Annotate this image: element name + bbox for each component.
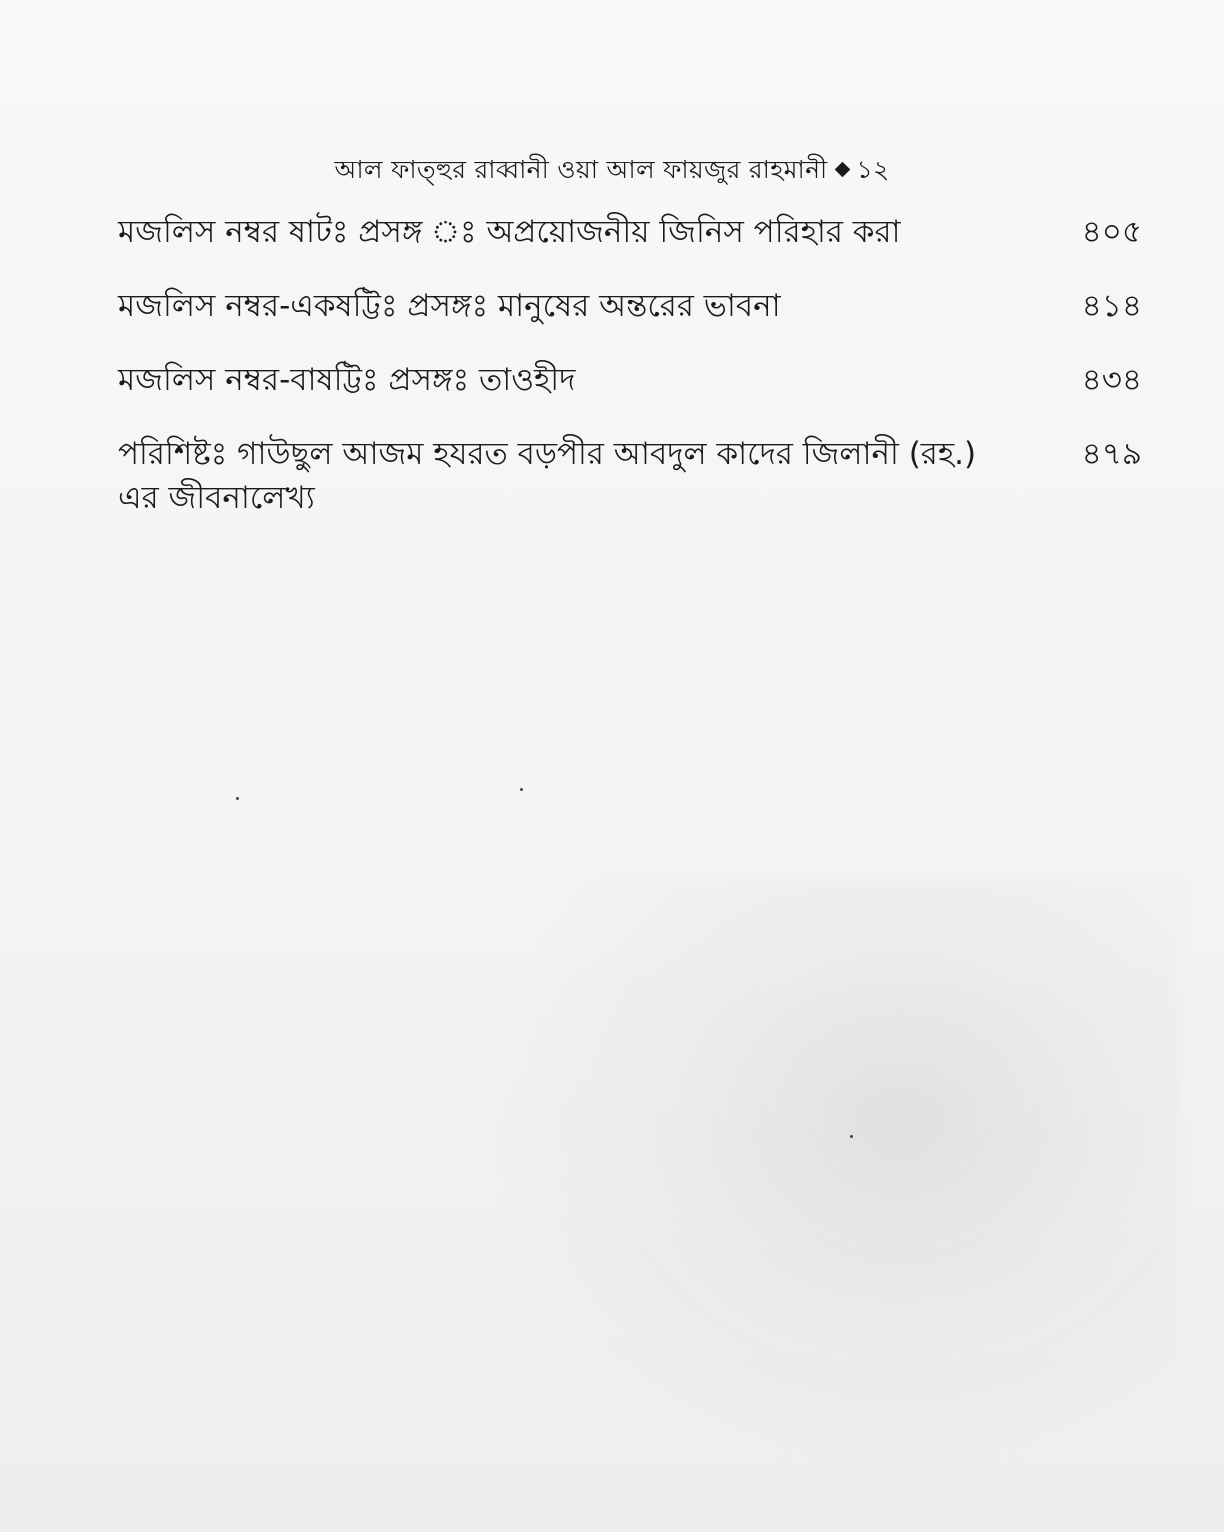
speck <box>236 797 239 800</box>
header-title: আল ফাত্হুর রাব্বানী ওয়া আল ফায়জুর রাহমানী <box>334 155 828 184</box>
toc-entry-title: মজলিস নম্বর-একষট্টিঃ প্রসঙ্গঃ মানুষের অন্তরের ভাবনা <box>118 288 781 324</box>
toc-entry-title: পরিশিষ্টঃ গাউছুল আজম হযরত বড়পীর আবদুল কাদের জিলানী (রহ.) এর জীবনালেখ্য <box>118 436 977 516</box>
table-of-contents <box>118 210 1148 550</box>
toc-entry <box>118 358 1148 402</box>
diamond-bullet-icon <box>835 162 851 178</box>
speck <box>850 1135 853 1138</box>
running-header <box>0 150 1224 193</box>
toc-entry <box>118 432 1148 520</box>
toc-entry-title: মজলিস নম্বর ষাটঃ প্রসঙ্গ ঃ অপ্রয়োজনীয় জিনিস পরিহার করা <box>118 214 901 250</box>
toc-entry-page: ৪০৫ <box>1081 214 1142 250</box>
toc-entry-page: ৪৭৯ <box>1081 436 1142 472</box>
toc-entry-page: ৪১৪ <box>1081 288 1142 324</box>
header-page-number: ১২ <box>856 155 890 184</box>
speck <box>520 788 523 791</box>
toc-entry-title: মজলিস নম্বর-বাষট্টিঃ প্রসঙ্গঃ তাওহীদ <box>118 362 576 398</box>
toc-entry <box>118 210 1148 254</box>
toc-entry <box>118 284 1148 328</box>
toc-entry-page: ৪৩৪ <box>1081 362 1142 398</box>
show-through-blur <box>480 880 1180 1480</box>
